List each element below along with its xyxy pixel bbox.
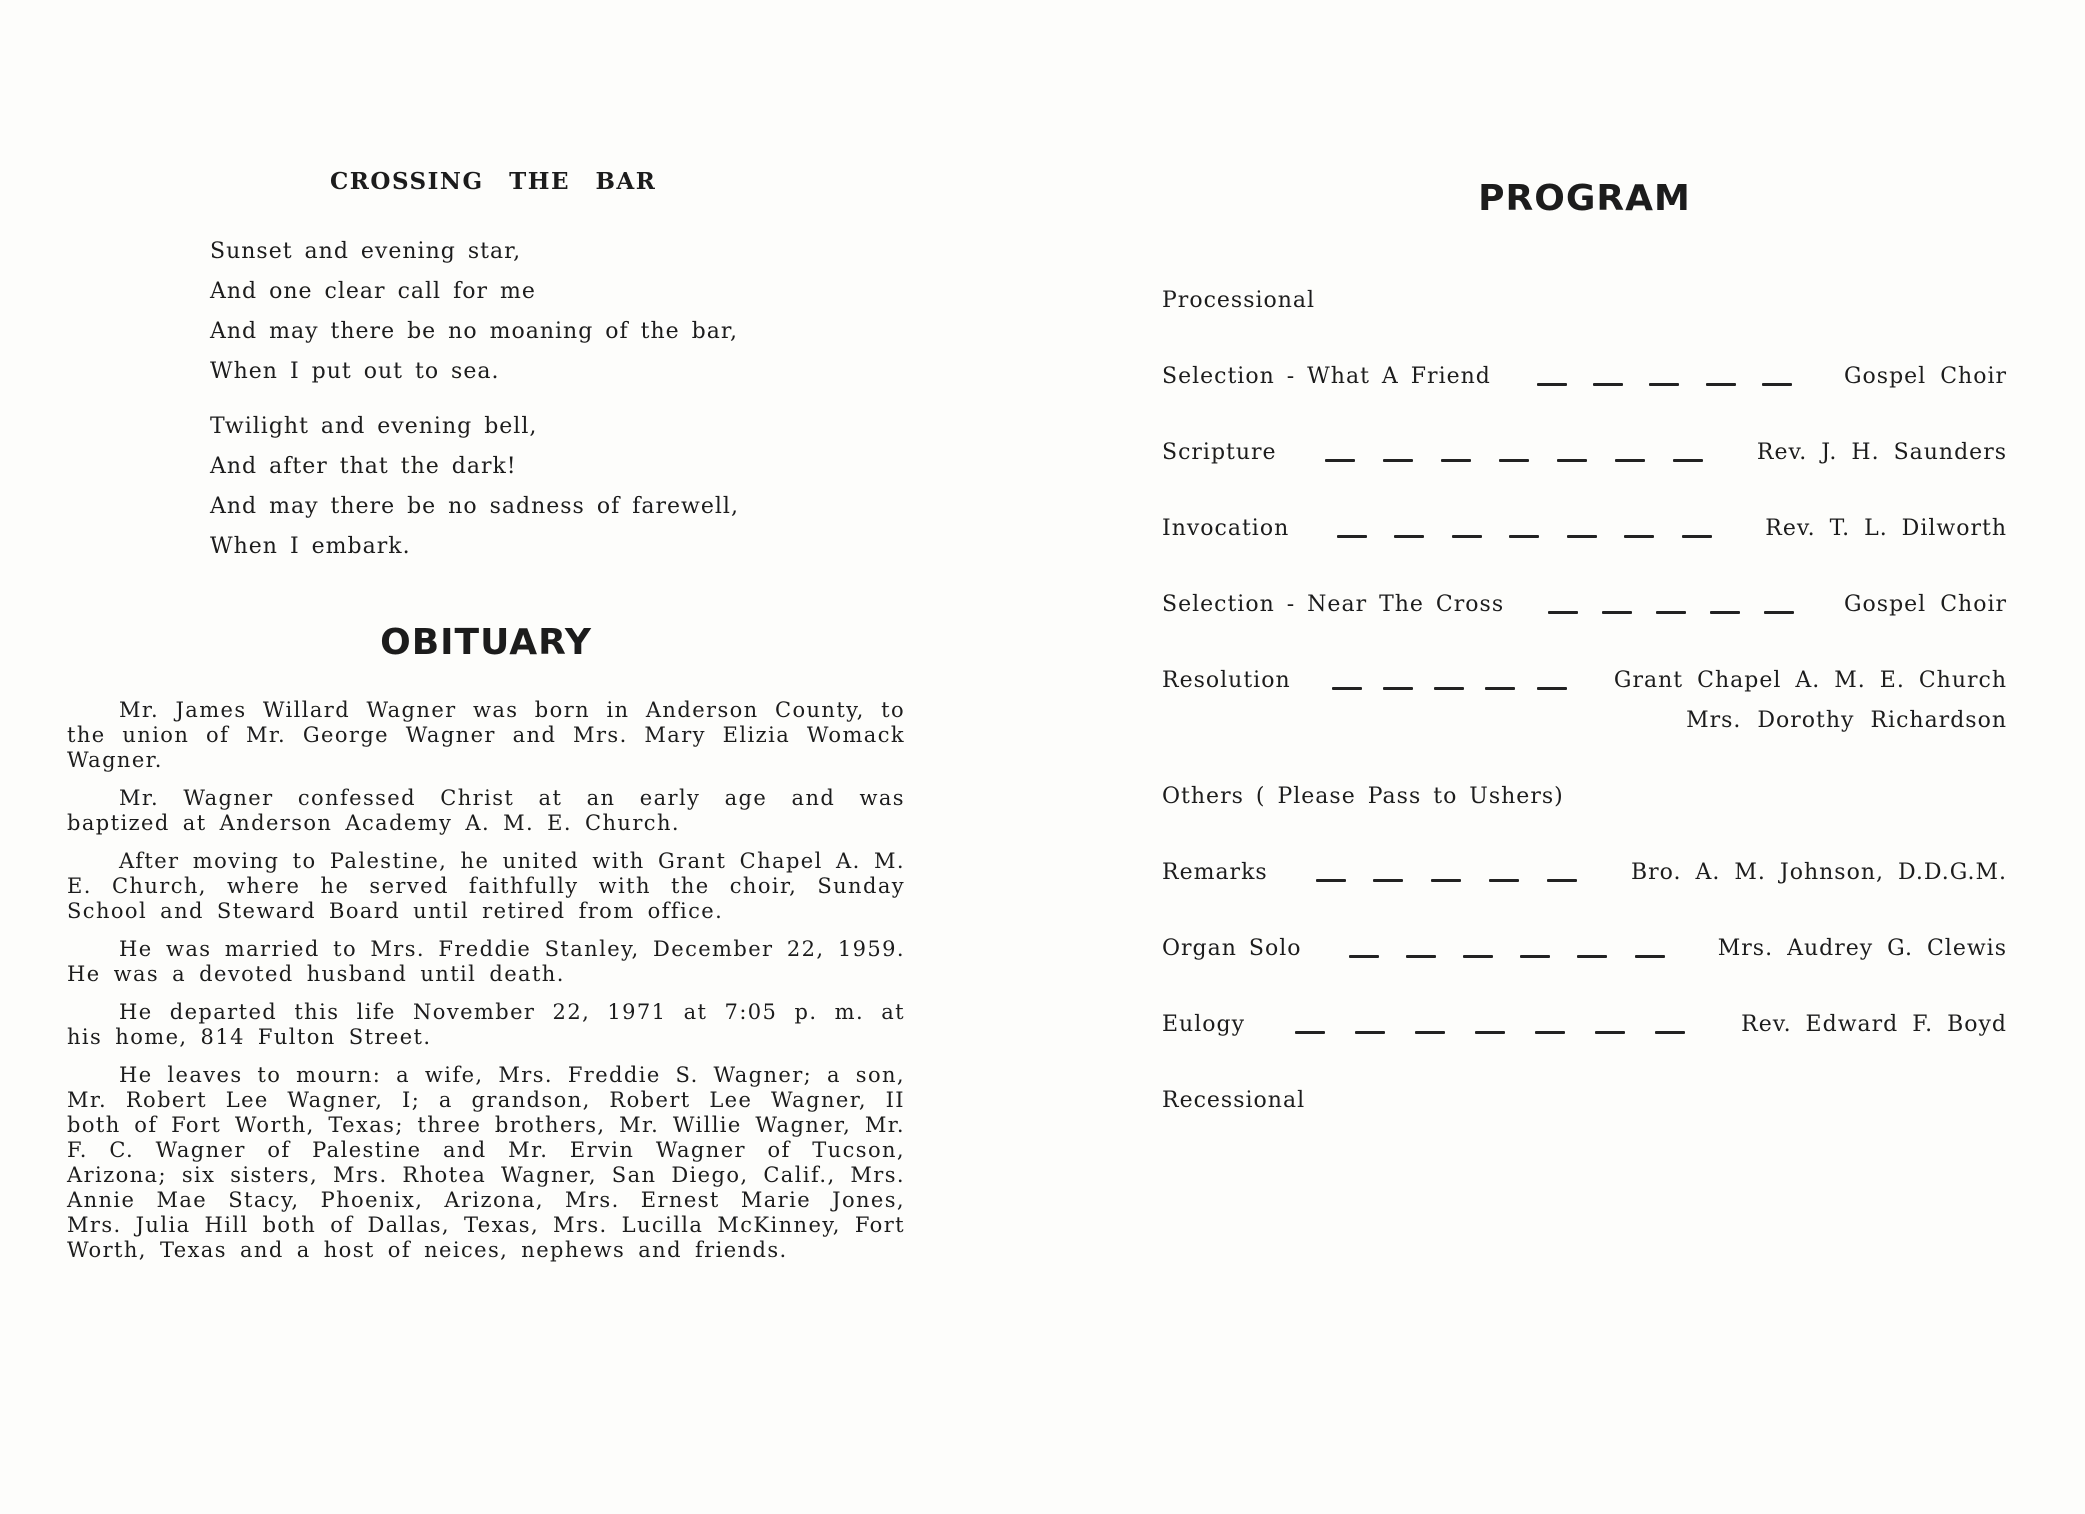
dash xyxy=(1463,955,1493,958)
obituary-paragraph: Mr. James Willard Wagner was born in Anderson County, to the union of Mr. George Wagner and Mrs. Mary Elizia Womack Wagner. xyxy=(67,698,905,772)
dash xyxy=(1325,459,1355,462)
poem-line: And one clear call for me xyxy=(210,279,536,304)
dash xyxy=(1394,535,1424,538)
leader-dashes xyxy=(1311,672,1588,690)
poem-stanzas xyxy=(210,232,739,567)
program-item-label: Eulogy xyxy=(1162,1012,1246,1037)
program-item-line xyxy=(1162,858,2007,888)
dash xyxy=(1520,955,1550,958)
dash xyxy=(1593,383,1623,386)
poem-line: And may there be no moaning of the bar, xyxy=(210,319,738,344)
program-item-label: Scripture xyxy=(1162,440,1277,465)
leader-dashes xyxy=(1288,864,1605,882)
poem-stanza xyxy=(210,407,739,567)
dash xyxy=(1452,535,1482,538)
dash xyxy=(1475,1031,1505,1034)
dash xyxy=(1682,535,1712,538)
dash xyxy=(1406,955,1436,958)
dash xyxy=(1337,535,1367,538)
program-item-line xyxy=(1162,782,2007,812)
obituary-paragraph: He departed this life November 22, 1971 at 7:05 p. m. at his home, 814 Fulton Street. xyxy=(67,1000,905,1049)
dash xyxy=(1557,459,1587,462)
obituary-title: OBITUARY xyxy=(380,622,592,663)
dash xyxy=(1383,459,1413,462)
program-item-line xyxy=(1162,934,2007,964)
leader-dashes xyxy=(1322,940,1692,958)
dash xyxy=(1537,687,1567,690)
program-item-label: Others ( Please Pass to Ushers) xyxy=(1162,784,1564,809)
poem-stanza xyxy=(210,232,739,392)
leader-dashes xyxy=(1524,596,1818,614)
dash xyxy=(1434,687,1464,690)
dash xyxy=(1602,611,1632,614)
leader-dashes xyxy=(1309,520,1739,538)
program-item-label: Resolution xyxy=(1162,668,1291,693)
dash xyxy=(1295,1031,1325,1034)
program-item-line xyxy=(1162,286,2007,316)
leader-dashes xyxy=(1511,368,1818,386)
program-item-label: Recessional xyxy=(1162,1088,1306,1113)
program-item xyxy=(1162,438,2007,468)
program-item-label: Remarks xyxy=(1162,860,1268,885)
dash xyxy=(1764,611,1794,614)
dash xyxy=(1349,955,1379,958)
dash xyxy=(1547,879,1577,882)
program-item-label: Processional xyxy=(1162,288,1316,313)
dash xyxy=(1635,955,1665,958)
program-item xyxy=(1162,362,2007,392)
program-item-value: Rev. J. H. Saunders xyxy=(1756,440,2007,465)
program-item xyxy=(1162,590,2007,620)
program-item xyxy=(1162,666,2007,736)
poem-line: Sunset and evening star, xyxy=(210,239,522,264)
program-item-line xyxy=(1162,1086,2007,1116)
program-item-line xyxy=(1162,438,2007,468)
obituary-paragraph: He leaves to mourn: a wife, Mrs. Freddie S. Wagner; a son, Mr. Robert Lee Wagner, I; a grandson, Robert Lee Wagner, II both of Fort Worth, Texas; three brothers, Mr. Willie Wagner, Mr. F. C. Wagner of Palestine and Mr. Ervin Wagner of Tucson, Arizona; six sisters, Mrs. Rhotea Wagner, San Diego, Calif., Mrs. Annie Mae Stacy, Phoenix, Arizona, Mrs. Ernest Marie Jones, Mrs. Julia Hill both of Dallas, Texas, Mrs. Lucilla McKinney, Fort Worth, Texas and a host of neices, nephews and friends. xyxy=(67,1063,905,1262)
program-item xyxy=(1162,514,2007,544)
dash xyxy=(1373,879,1403,882)
program-item-label: Organ Solo xyxy=(1162,936,1302,961)
program-item-line xyxy=(1162,362,2007,392)
poem-line: When I put out to sea. xyxy=(210,359,500,384)
obituary-paragraph: Mr. Wagner confessed Christ at an early age and was baptized at Anderson Academy A. M. E. Church. xyxy=(67,786,905,835)
program-item xyxy=(1162,782,2007,812)
program-item xyxy=(1162,858,2007,888)
program-item-line xyxy=(1162,590,2007,620)
program-item-value: Rev. Edward F. Boyd xyxy=(1741,1012,2007,1037)
dash xyxy=(1332,687,1362,690)
obituary-paragraph: He was married to Mrs. Freddie Stanley, December 22, 1959. He was a devoted husband until death. xyxy=(67,937,905,986)
program-item-value: Rev. T. L. Dilworth xyxy=(1765,516,2007,541)
dash xyxy=(1316,879,1346,882)
program-item-label: Selection - What A Friend xyxy=(1162,364,1491,389)
dash xyxy=(1710,611,1740,614)
dash xyxy=(1595,1031,1625,1034)
poem-line: When I embark. xyxy=(210,534,411,559)
program-item-label: Selection - Near The Cross xyxy=(1162,592,1505,617)
program-item xyxy=(1162,934,2007,964)
dash xyxy=(1431,879,1461,882)
dash xyxy=(1656,611,1686,614)
program-item-value: Mrs. Audrey G. Clewis xyxy=(1717,936,2007,961)
dash xyxy=(1649,383,1679,386)
dash xyxy=(1383,687,1413,690)
dash xyxy=(1548,611,1578,614)
dash xyxy=(1415,1031,1445,1034)
dash xyxy=(1655,1031,1685,1034)
program-item-value-2: Mrs. Dorothy Richardson xyxy=(1686,708,2007,733)
dash xyxy=(1485,687,1515,690)
poem-title: CROSSING THE BAR xyxy=(330,168,657,195)
program-item-label: Invocation xyxy=(1162,516,1290,541)
dash xyxy=(1355,1031,1385,1034)
dash xyxy=(1489,879,1519,882)
program-items xyxy=(1162,286,2007,1162)
dash xyxy=(1577,955,1607,958)
program-item-line xyxy=(1162,1010,2007,1040)
poem-line: And after that the dark! xyxy=(210,454,517,479)
dash xyxy=(1537,383,1567,386)
dash xyxy=(1509,535,1539,538)
program-item xyxy=(1162,1010,2007,1040)
dash xyxy=(1615,459,1645,462)
program-item-line xyxy=(1162,514,2007,544)
leader-dashes xyxy=(1265,1016,1715,1034)
dash xyxy=(1762,383,1792,386)
program-item-value: Gospel Choir xyxy=(1843,364,2007,389)
dash xyxy=(1441,459,1471,462)
dash xyxy=(1535,1031,1565,1034)
dash xyxy=(1499,459,1529,462)
program-item xyxy=(1162,286,2007,316)
right-page xyxy=(1042,0,2085,1514)
poem-line: And may there be no sadness of farewell, xyxy=(210,494,739,519)
obituary-paragraphs xyxy=(67,698,905,1276)
dash xyxy=(1706,383,1736,386)
program-item xyxy=(1162,1086,2007,1116)
program-item-value: Bro. A. M. Johnson, D.D.G.M. xyxy=(1630,860,2007,885)
poem-line: Twilight and evening bell, xyxy=(210,414,538,439)
dash xyxy=(1567,535,1597,538)
dash xyxy=(1624,535,1654,538)
leader-dashes xyxy=(1297,444,1731,462)
obituary-paragraph: After moving to Palestine, he united with Grant Chapel A. M. E. Church, where he served faithfully with the choir, Sunday School and Steward Board until retired from office. xyxy=(67,849,905,923)
left-page xyxy=(0,0,1042,1514)
program-item-value: Gospel Choir xyxy=(1843,592,2007,617)
dash xyxy=(1673,459,1703,462)
program-item-value: Grant Chapel A. M. E. Church xyxy=(1613,668,2007,693)
program-title: PROGRAM xyxy=(1478,178,1691,219)
program-item-line xyxy=(1162,666,2007,696)
